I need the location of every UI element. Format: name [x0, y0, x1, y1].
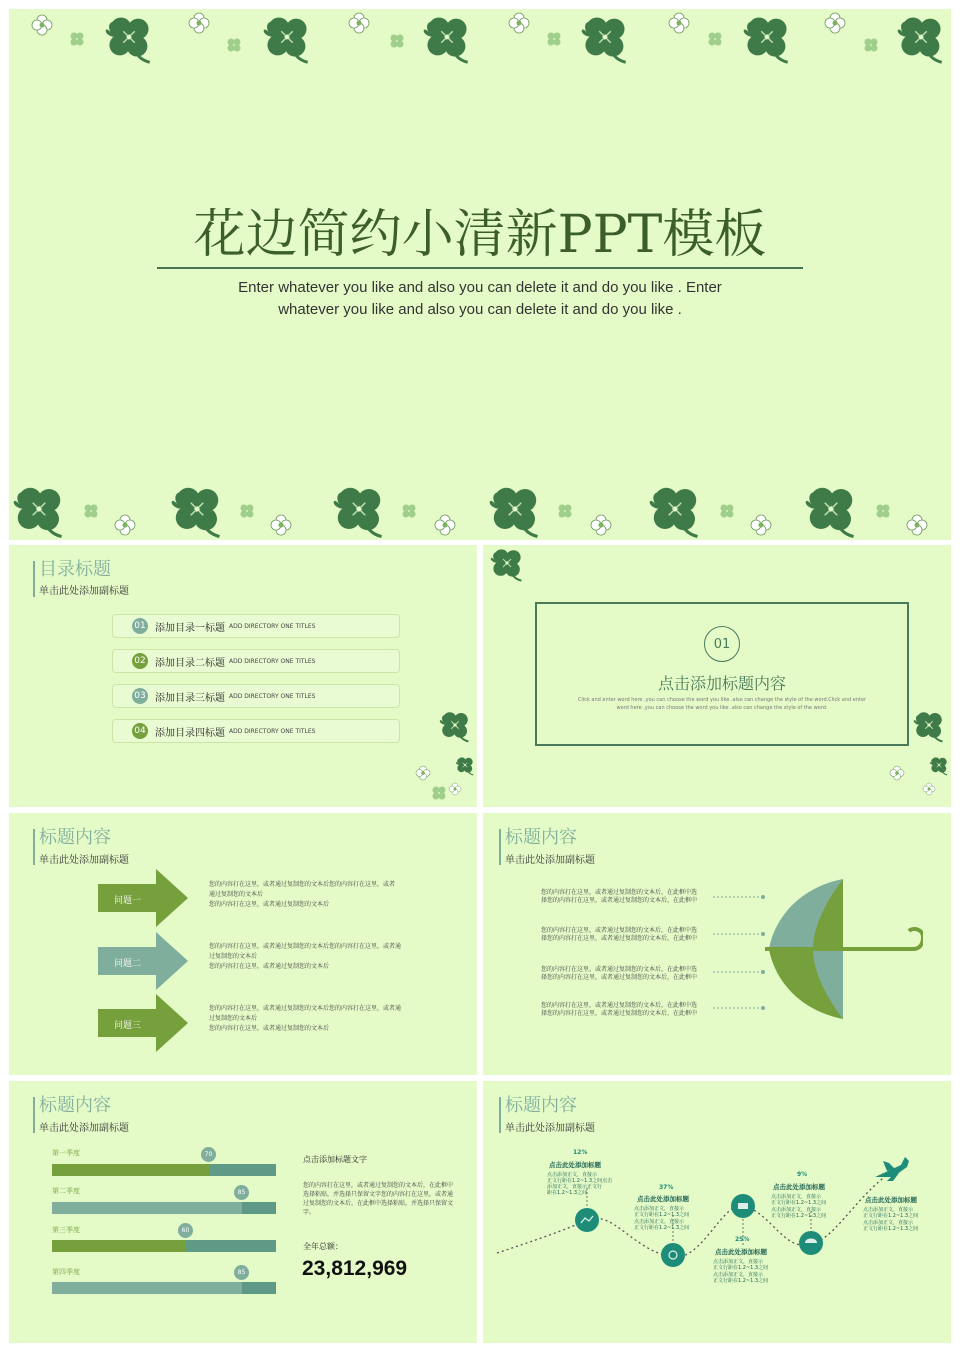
- toc-title[interactable]: 目录标题: [39, 559, 111, 580]
- bar-fill: [52, 1202, 242, 1214]
- umbrella-item-4-l2[interactable]: 择您的内容打在这里，或者通过复制您的文本后，在此框中: [541, 1010, 698, 1017]
- arrow-3-text3[interactable]: 您的内容打在这里，或者通过复制您的文本后: [209, 1025, 330, 1032]
- timeline-subtitle[interactable]: 单击此处添加副标题: [505, 1123, 595, 1134]
- section-right-clovers: [883, 695, 951, 807]
- node-1-l1: 点击添加正文，直接示: [547, 1172, 598, 1178]
- toc-item-2-cn: 添加目录二标题: [155, 657, 225, 669]
- toc-item-3[interactable]: [112, 684, 400, 708]
- section-num-circle: [704, 626, 740, 662]
- bars-para-2[interactable]: 选择粘贴，并选择只保留文字您的内容打在这里，或者通: [303, 1191, 454, 1198]
- toc-item-1-cn: 添加目录一标题: [155, 622, 225, 634]
- arrow-1-text1[interactable]: 您的内容打在这里，或者通过复制您的文本后您的内容打在这里，或者: [209, 881, 396, 888]
- bars-total-label: 全年总额：: [303, 1242, 343, 1251]
- node-3-heading[interactable]: 点击此处添加标题: [715, 1248, 767, 1256]
- node-3-l1: 点击添加正文，直接示: [713, 1259, 764, 1265]
- toc-item-1[interactable]: [112, 614, 400, 638]
- umbrella-subtitle[interactable]: 单击此处添加副标题: [505, 855, 595, 866]
- bar-fill: [52, 1164, 209, 1176]
- toc-item-2-en: ADD DIRECTORY ONE TITLES: [229, 657, 316, 665]
- node-1-heading[interactable]: 点击此处添加标题: [549, 1161, 601, 1169]
- bar-value-badge: 60: [178, 1223, 193, 1238]
- timeline-slide: [483, 1081, 951, 1343]
- section-slide: [483, 545, 951, 807]
- section-title[interactable]: 点击添加标题内容: [657, 674, 786, 693]
- node-3-l3: 点击添加正文，直接示: [713, 1272, 764, 1278]
- node-4-l2: 正文行距在1.2~1.3之间: [771, 1200, 827, 1206]
- node-3-l4: 正文行距在1.2~1.3之间: [713, 1278, 769, 1284]
- arrow-3-label: 问题三: [114, 1021, 142, 1031]
- arrow-1-text2[interactable]: 通过复制您的文本后: [209, 891, 264, 898]
- toc-item-3-en: ADD DIRECTORY ONE TITLES: [229, 692, 316, 700]
- toc-item-2[interactable]: [112, 649, 400, 673]
- bars-area: [9, 1081, 309, 1343]
- section-desc-2[interactable]: word here ,you can choose the word you like .also can change the style of the word.: [616, 705, 828, 711]
- umbrella-item-1-l2[interactable]: 择您的内容打在这里，或者通过复制您的文本后，在此框中: [541, 897, 698, 904]
- bars-para-4[interactable]: 字。: [303, 1209, 316, 1216]
- bar-fill: [52, 1240, 186, 1252]
- node-2-l4: 正文行距在1.2~1.3之间: [634, 1225, 690, 1231]
- bar-label: 第二季度: [52, 1187, 80, 1195]
- node-2-pct: 37%: [659, 1184, 674, 1191]
- node-2-l3: 点击添加正文，直接示: [634, 1219, 685, 1225]
- umbrella-graphic: [713, 875, 923, 1025]
- node-4-l3: 点击添加正文，直接示: [771, 1207, 822, 1213]
- node-4-pct: 9%: [797, 1171, 808, 1178]
- bar-label: 第一季度: [52, 1149, 80, 1157]
- node-4-l1: 点击添加正文，直接示: [771, 1194, 822, 1200]
- toc-item-3-cn: 添加目录三标题: [155, 692, 225, 704]
- node-3-l2: 正文行距在1.2~1.3之间: [713, 1265, 769, 1271]
- bar-value-badge: 85: [234, 1185, 249, 1200]
- toc-item-4-en: ADD DIRECTORY ONE TITLES: [229, 727, 316, 735]
- arrow-2-text2[interactable]: 过复制您的文本后: [209, 953, 258, 960]
- arrow-3-text2[interactable]: 过复制您的文本后: [209, 1015, 258, 1022]
- node-1-pct: 12%: [573, 1149, 588, 1156]
- umbrella-item-2-l1[interactable]: 您的内容打在这里，或者通过复制您的文本后，在此框中选: [541, 927, 698, 934]
- arrow-2[interactable]: [98, 932, 190, 990]
- node-2-heading[interactable]: 点击此处添加标题: [637, 1195, 689, 1203]
- node-5-l4: 正文行距在1.2~1.3之间: [863, 1226, 919, 1232]
- bar-fill: [52, 1282, 242, 1294]
- node-5-l2: 正文行距在1.2~1.3之间: [863, 1213, 919, 1219]
- node-4-l4: 正文行距在1.2~1.3之间: [771, 1213, 827, 1219]
- arrow-2-text3[interactable]: 您的内容打在这里，或者通过复制您的文本后: [209, 963, 330, 970]
- bars-para-1[interactable]: 您的内容打在这里，或者通过复制您的文本后，在此框中: [303, 1182, 454, 1189]
- arrow-1[interactable]: [98, 869, 190, 927]
- umbrella-item-3-l2[interactable]: 择您的内容打在这里，或者通过复制您的文本后，在此框中: [541, 974, 698, 981]
- bars-subtitle[interactable]: 单击此处添加副标题: [39, 1123, 129, 1134]
- node-1-l3: 添加正文，直接示正文行: [547, 1184, 603, 1190]
- node-1-l4: 距在1.2~1.3之间: [547, 1190, 588, 1196]
- node-1-l2: 正文行距在1.2~1.3之间点击: [547, 1178, 613, 1184]
- toc-item-2-num: 02: [132, 653, 148, 669]
- section-desc-1[interactable]: Click and enter word here ,you can choose the word you like .also can change the style of the word.Click and enter: [577, 697, 867, 703]
- section-corner-clover: [483, 545, 533, 585]
- umbrella-item-3-l1[interactable]: 您的内容打在这里，或者通过复制您的文本后，在此框中选: [541, 966, 698, 973]
- bars-title[interactable]: 标题内容: [39, 1095, 111, 1116]
- toc-item-4-num: 04: [132, 723, 148, 739]
- node-4-heading[interactable]: 点击此处添加标题: [773, 1183, 825, 1191]
- arrow-1-label: 问题一: [114, 896, 142, 906]
- umbrella-item-2-l2[interactable]: 择您的内容打在这里，或者通过复制您的文本后，在此框中: [541, 935, 698, 942]
- node-5-l1: 点击添加正文，直接示: [863, 1207, 914, 1213]
- bar-value-badge: 85: [234, 1265, 249, 1280]
- cover-subtitle-line2[interactable]: whatever you like and also you can delete it and do you like .: [278, 301, 682, 318]
- toc-item-1-en: ADD DIRECTORY ONE TITLES: [229, 622, 316, 630]
- node-2-l1: 点击添加正文，直接示: [634, 1206, 685, 1212]
- bar-value-badge: 70: [201, 1147, 216, 1162]
- arrow-1-text3[interactable]: 您的内容打在这里，或者通过复制您的文本后: [209, 901, 330, 908]
- bars-heading[interactable]: 点击添加标题文字: [303, 1155, 367, 1164]
- arrows-title[interactable]: 标题内容: [39, 827, 111, 848]
- toc-item-4-cn: 添加目录四标题: [155, 727, 225, 739]
- toc-item-3-num: 03: [132, 688, 148, 704]
- bars-total-value[interactable]: 23,812,969: [302, 1257, 408, 1280]
- arrow-2-label: 问题二: [114, 959, 142, 969]
- node-2-l2: 正文行距在1.2~1.3之间: [634, 1212, 690, 1218]
- toc-corner-clovers: [409, 695, 477, 807]
- arrow-3[interactable]: [98, 994, 190, 1052]
- bottom-clover-border: [9, 477, 951, 540]
- toc-item-4[interactable]: [112, 719, 400, 743]
- cover-slide: [9, 9, 951, 540]
- node-5-heading[interactable]: 点击此处添加标题: [865, 1196, 917, 1204]
- bar-label: 第三季度: [52, 1226, 80, 1234]
- timeline-title[interactable]: 标题内容: [505, 1095, 577, 1116]
- cover-title[interactable]: 花边简约小清新PPT模板: [193, 205, 767, 265]
- cover-title-underline: [157, 267, 803, 269]
- umbrella-item-4-l1[interactable]: 您的内容打在这里，或者通过复制您的文本后，在此框中选: [541, 1002, 698, 1009]
- arrows-subtitle[interactable]: 单击此处添加副标题: [39, 855, 129, 866]
- toc-slide: [9, 545, 477, 807]
- node-3-pct: 25%: [735, 1236, 750, 1243]
- umbrella-title[interactable]: 标题内容: [505, 827, 577, 848]
- arrow-3-text1[interactable]: 您的内容打在这里，或者通过复制您的文本后您的内容打在这里，或者通: [209, 1005, 402, 1012]
- bar-label: 第四季度: [52, 1268, 80, 1276]
- toc-item-1-num: 01: [132, 618, 148, 634]
- cover-subtitle-line1[interactable]: Enter whatever you like and also you can delete it and do you like . Enter: [238, 279, 722, 296]
- arrows-slide: [9, 813, 477, 1075]
- top-clover-border: [9, 9, 951, 69]
- bars-para-3[interactable]: 过复制您的文本后，在此框中选择粘贴，并选择只保留文: [303, 1200, 454, 1207]
- node-5-l3: 点击添加正文，直接示: [863, 1220, 914, 1226]
- umbrella-slide: [483, 813, 951, 1075]
- bars-slide: [9, 1081, 477, 1343]
- umbrella-item-1-l1[interactable]: 您的内容打在这里，或者通过复制您的文本后，在此框中选: [541, 889, 698, 896]
- arrow-2-text1[interactable]: 您的内容打在这里，或者通过复制您的文本后您的内容打在这里，或者通: [209, 943, 402, 950]
- section-num: 01: [713, 636, 731, 652]
- toc-subtitle[interactable]: 单击此处添加副标题: [39, 586, 129, 597]
